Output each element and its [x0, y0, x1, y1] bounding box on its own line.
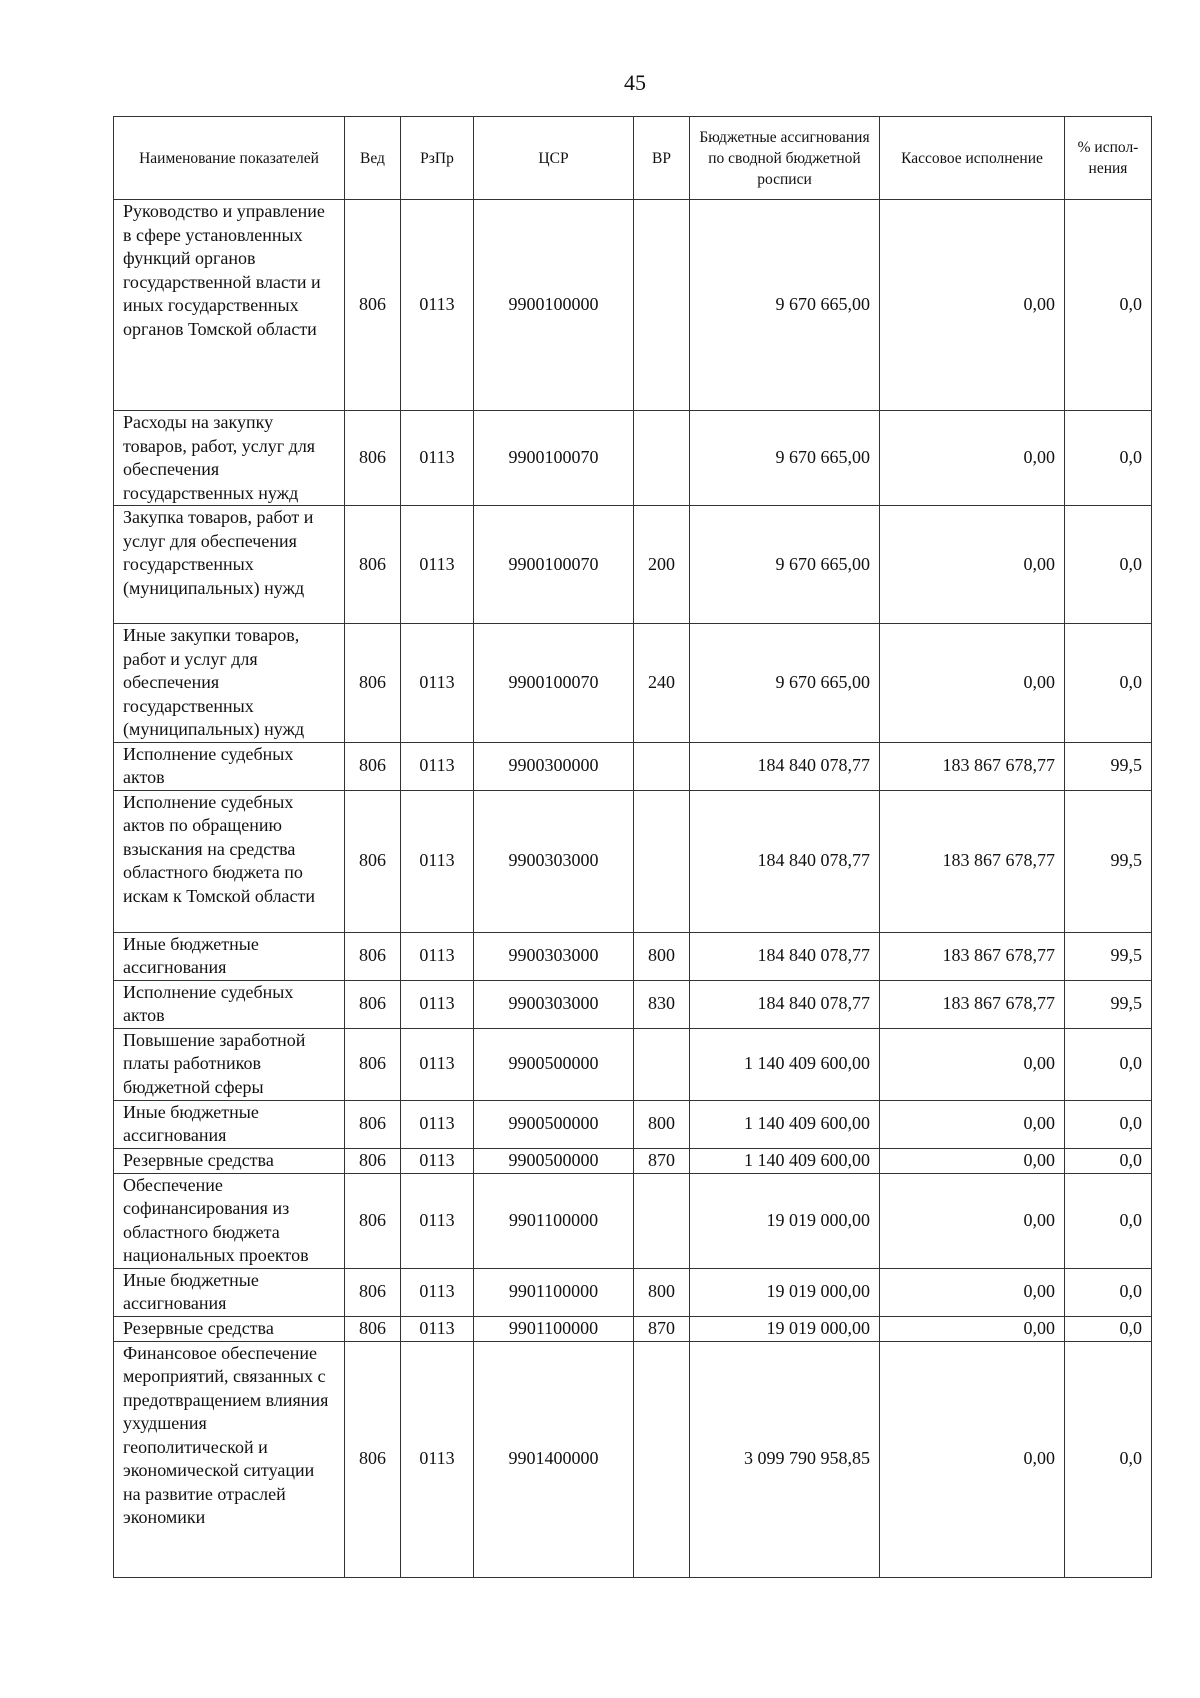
row-budget: 19 019 000,00 — [690, 1316, 880, 1341]
header-name: Наименование показателей — [114, 117, 345, 200]
row-budget: 1 140 409 600,00 — [690, 1100, 880, 1148]
table-row — [114, 980, 1152, 1028]
header-vr: ВР — [634, 117, 690, 200]
row-name: Иные бюджетные ассигнования — [114, 1268, 345, 1316]
row-ved: 806 — [345, 1341, 401, 1577]
header-csr: ЦСР — [474, 117, 634, 200]
table-row — [114, 1148, 1152, 1173]
header-percent: % испол-нения — [1065, 117, 1152, 200]
row-rzpr: 0113 — [401, 1028, 474, 1100]
row-vr: 200 — [634, 506, 690, 624]
row-cash: 0,00 — [880, 1100, 1065, 1148]
row-ved: 806 — [345, 742, 401, 790]
row-csr: 9900303000 — [474, 980, 634, 1028]
row-ved: 806 — [345, 200, 401, 411]
row-vr — [634, 1173, 690, 1268]
row-ved: 806 — [345, 932, 401, 980]
row-budget: 184 840 078,77 — [690, 742, 880, 790]
table-row — [114, 200, 1152, 411]
row-name: Закупка товаров, работ и услуг для обеспечения государственных (муниципальных) нужд — [114, 506, 345, 624]
row-rzpr: 0113 — [401, 742, 474, 790]
row-ved: 806 — [345, 1268, 401, 1316]
row-vr — [634, 742, 690, 790]
row-vr: 870 — [634, 1316, 690, 1341]
header-cash: Кассовое исполнение — [880, 117, 1065, 200]
row-name: Исполнение судебных актов по обращению взыскания на средства областного бюджета по искам к Томской области — [114, 790, 345, 932]
row-cash: 0,00 — [880, 1341, 1065, 1577]
row-csr: 9901400000 — [474, 1341, 634, 1577]
row-csr: 9900100070 — [474, 411, 634, 506]
row-budget: 9 670 665,00 — [690, 200, 880, 411]
row-percent: 99,5 — [1065, 790, 1152, 932]
row-csr: 9901100000 — [474, 1316, 634, 1341]
row-vr — [634, 790, 690, 932]
table-row — [114, 1100, 1152, 1148]
row-vr — [634, 1341, 690, 1577]
row-cash: 0,00 — [880, 200, 1065, 411]
row-name: Иные бюджетные ассигнования — [114, 1100, 345, 1148]
row-rzpr: 0113 — [401, 411, 474, 506]
row-percent: 0,0 — [1065, 1341, 1152, 1577]
row-percent: 0,0 — [1065, 1028, 1152, 1100]
row-percent: 0,0 — [1065, 1100, 1152, 1148]
row-budget: 19 019 000,00 — [690, 1268, 880, 1316]
header-ved: Вед — [345, 117, 401, 200]
row-name: Резервные средства — [114, 1148, 345, 1173]
table-row — [114, 1028, 1152, 1100]
row-rzpr: 0113 — [401, 1173, 474, 1268]
row-percent: 99,5 — [1065, 980, 1152, 1028]
row-budget: 9 670 665,00 — [690, 624, 880, 743]
table-row — [114, 1173, 1152, 1268]
row-csr: 9900100070 — [474, 624, 634, 743]
row-csr: 9900500000 — [474, 1028, 634, 1100]
table-row — [114, 932, 1152, 980]
row-budget: 184 840 078,77 — [690, 790, 880, 932]
row-vr — [634, 1028, 690, 1100]
row-name: Исполнение судебных актов — [114, 980, 345, 1028]
row-csr: 9900303000 — [474, 790, 634, 932]
row-rzpr: 0113 — [401, 932, 474, 980]
row-cash: 0,00 — [880, 1173, 1065, 1268]
row-percent: 0,0 — [1065, 1316, 1152, 1341]
row-ved: 806 — [345, 506, 401, 624]
row-vr: 870 — [634, 1148, 690, 1173]
row-csr: 9900100070 — [474, 506, 634, 624]
row-budget: 1 140 409 600,00 — [690, 1148, 880, 1173]
row-name: Финансовое обеспечение мероприятий, связанных с предотвращением влияния ухудшения геополитической и экономической ситуации на развитие отраслей экономики — [114, 1341, 345, 1577]
row-vr: 800 — [634, 1100, 690, 1148]
row-rzpr: 0113 — [401, 980, 474, 1028]
row-vr: 830 — [634, 980, 690, 1028]
page-number: 45 — [624, 70, 646, 95]
row-percent: 0,0 — [1065, 1148, 1152, 1173]
row-csr: 9900100000 — [474, 200, 634, 411]
row-vr: 800 — [634, 932, 690, 980]
row-cash: 183 867 678,77 — [880, 742, 1065, 790]
row-rzpr: 0113 — [401, 790, 474, 932]
row-cash: 0,00 — [880, 1268, 1065, 1316]
row-budget: 1 140 409 600,00 — [690, 1028, 880, 1100]
row-budget: 9 670 665,00 — [690, 506, 880, 624]
row-cash: 0,00 — [880, 1028, 1065, 1100]
row-cash: 0,00 — [880, 411, 1065, 506]
header-rzpr: РзПр — [401, 117, 474, 200]
row-budget: 184 840 078,77 — [690, 980, 880, 1028]
table-row — [114, 742, 1152, 790]
row-cash: 183 867 678,77 — [880, 790, 1065, 932]
row-rzpr: 0113 — [401, 200, 474, 411]
table-row — [114, 790, 1152, 932]
row-ved: 806 — [345, 1100, 401, 1148]
table-row — [114, 1316, 1152, 1341]
table-row — [114, 1341, 1152, 1577]
row-percent: 0,0 — [1065, 1268, 1152, 1316]
row-rzpr: 0113 — [401, 1148, 474, 1173]
row-rzpr: 0113 — [401, 1268, 474, 1316]
budget-table — [113, 116, 1152, 1578]
table-header — [114, 117, 1152, 200]
row-cash: 0,00 — [880, 1148, 1065, 1173]
row-name: Руководство и управление в сфере установленных функций органов государственной власти и иных государственных органов Томской области — [114, 200, 345, 411]
row-cash: 183 867 678,77 — [880, 980, 1065, 1028]
row-cash: 0,00 — [880, 624, 1065, 743]
row-ved: 806 — [345, 790, 401, 932]
row-ved: 806 — [345, 1316, 401, 1341]
row-csr: 9901100000 — [474, 1268, 634, 1316]
table-row — [114, 1268, 1152, 1316]
row-vr — [634, 411, 690, 506]
row-rzpr: 0113 — [401, 1100, 474, 1148]
row-name: Иные закупки товаров, работ и услуг для обеспечения государственных (муниципальных) нужд — [114, 624, 345, 743]
table-row — [114, 624, 1152, 743]
row-ved: 806 — [345, 624, 401, 743]
row-cash: 183 867 678,77 — [880, 932, 1065, 980]
row-name: Повышение заработной платы работников бюджетной сферы — [114, 1028, 345, 1100]
row-ved: 806 — [345, 411, 401, 506]
row-cash: 0,00 — [880, 506, 1065, 624]
row-percent: 0,0 — [1065, 506, 1152, 624]
row-csr: 9900300000 — [474, 742, 634, 790]
row-budget: 9 670 665,00 — [690, 411, 880, 506]
row-csr: 9900500000 — [474, 1148, 634, 1173]
table-body — [114, 200, 1152, 1578]
row-csr: 9900500000 — [474, 1100, 634, 1148]
row-percent: 99,5 — [1065, 932, 1152, 980]
row-percent: 0,0 — [1065, 411, 1152, 506]
header-budget: Бюджетные ассигнования по сводной бюджетной росписи — [690, 117, 880, 200]
row-name: Расходы на закупку товаров, работ, услуг для обеспечения государственных нужд — [114, 411, 345, 506]
table-row — [114, 411, 1152, 506]
table-row — [114, 506, 1152, 624]
row-percent: 0,0 — [1065, 624, 1152, 743]
row-budget: 184 840 078,77 — [690, 932, 880, 980]
row-ved: 806 — [345, 1028, 401, 1100]
row-budget: 3 099 790 958,85 — [690, 1341, 880, 1577]
row-vr — [634, 200, 690, 411]
row-name: Исполнение судебных актов — [114, 742, 345, 790]
row-csr: 9901100000 — [474, 1173, 634, 1268]
row-rzpr: 0113 — [401, 624, 474, 743]
row-percent: 0,0 — [1065, 200, 1152, 411]
row-name: Резервные средства — [114, 1316, 345, 1341]
row-vr: 240 — [634, 624, 690, 743]
row-csr: 9900303000 — [474, 932, 634, 980]
row-name: Иные бюджетные ассигнования — [114, 932, 345, 980]
row-name: Обеспечение софинансирования из областного бюджета национальных проектов — [114, 1173, 345, 1268]
row-percent: 0,0 — [1065, 1173, 1152, 1268]
row-ved: 806 — [345, 980, 401, 1028]
row-percent: 99,5 — [1065, 742, 1152, 790]
row-rzpr: 0113 — [401, 1341, 474, 1577]
row-vr: 800 — [634, 1268, 690, 1316]
row-cash: 0,00 — [880, 1316, 1065, 1341]
row-rzpr: 0113 — [401, 506, 474, 624]
row-ved: 806 — [345, 1148, 401, 1173]
row-rzpr: 0113 — [401, 1316, 474, 1341]
row-budget: 19 019 000,00 — [690, 1173, 880, 1268]
row-ved: 806 — [345, 1173, 401, 1268]
